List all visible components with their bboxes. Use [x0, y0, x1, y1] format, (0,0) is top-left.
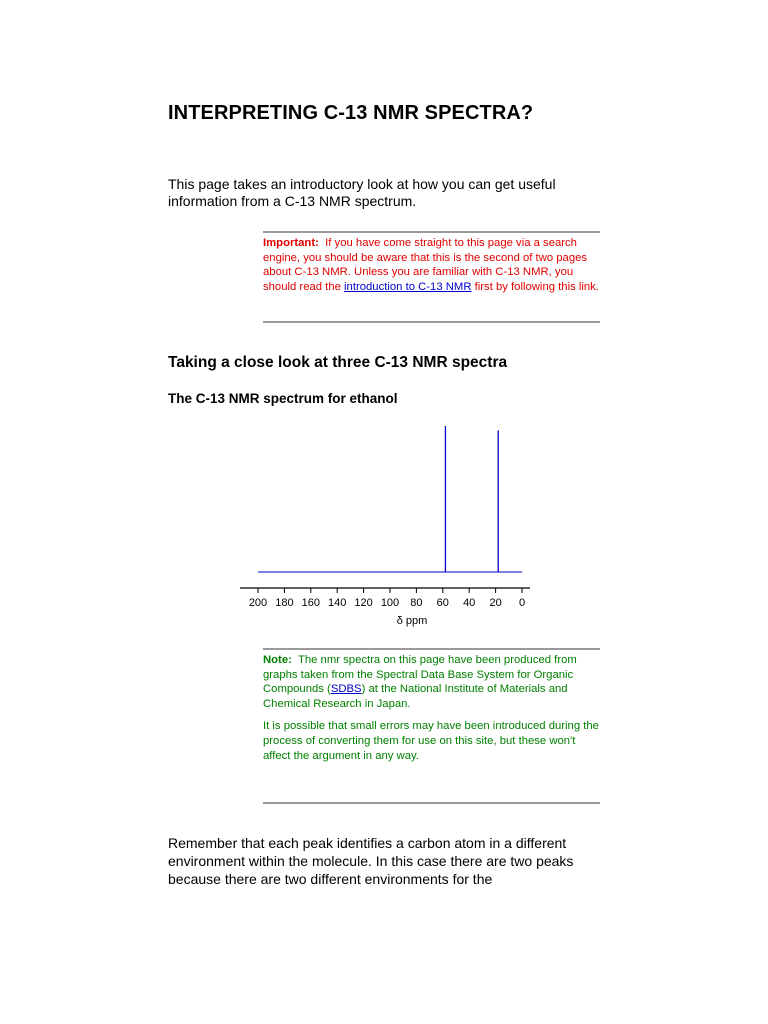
note-box [263, 648, 600, 804]
important-box [263, 231, 600, 323]
x-tick-label: 120 [354, 597, 373, 609]
x-tick-label: 80 [410, 597, 423, 609]
x-tick-label: 100 [380, 597, 400, 609]
x-tick-label: 40 [463, 597, 476, 609]
x-axis-label: δ ppm [396, 615, 428, 627]
x-tick-label: 0 [518, 597, 526, 609]
note-paragraph-2: It is possible that small errors may have been introduced during the process of converting them for use on this site, but these won't affect the argument in any way. [263, 720, 599, 762]
important-text: If you have come straight to this page via a search engine, you should be aware that this is the second of two pages about C-13 NMR. Unless you are familiar with C-13 NMR, you should read the [263, 237, 588, 293]
sdbs-link[interactable]: SDBS [330, 683, 362, 696]
note-label: Note: [263, 654, 292, 666]
note-text: The nmr spectra on this page have been produced from graphs taken from the Spectral Data Base System for Organic Compounds ( [263, 654, 577, 696]
x-axis-ticks [249, 588, 525, 609]
x-tick-label: 20 [489, 597, 502, 609]
body-paragraph: Remember that each peak identifies a carbon atom in a different environment within the molecule. In this case there are two peaks because there are two different environments for the [168, 835, 574, 887]
note-paragraph-1 [263, 653, 600, 711]
important-label: Important: [263, 237, 319, 249]
subsection-heading: The C-13 NMR spectrum for ethanol [168, 391, 398, 406]
spectrum-peaks [445, 426, 498, 572]
nmr-spectrum-chart [232, 420, 542, 634]
x-tick-label: 180 [275, 597, 294, 609]
x-tick-label: 200 [248, 597, 268, 609]
x-tick-label: 160 [301, 597, 320, 609]
section-heading: Taking a close look at three C-13 NMR spectra [168, 354, 508, 371]
intro-c13-link[interactable]: introduction to C-13 NMR [344, 280, 472, 293]
note-text-end: ) at the National Institute of Materials and Chemical Research in Japan. [263, 683, 568, 710]
important-paragraph [263, 236, 600, 294]
page-title: INTERPRETING C-13 NMR SPECTRA? [168, 102, 534, 124]
important-text-end: first by following this link. [474, 280, 599, 293]
intro-paragraph: This page takes an introductory look at how you can get useful information from a C-13 NMR spectrum. [168, 176, 556, 209]
x-tick-label: 140 [328, 597, 347, 609]
x-tick-label: 60 [436, 597, 449, 609]
